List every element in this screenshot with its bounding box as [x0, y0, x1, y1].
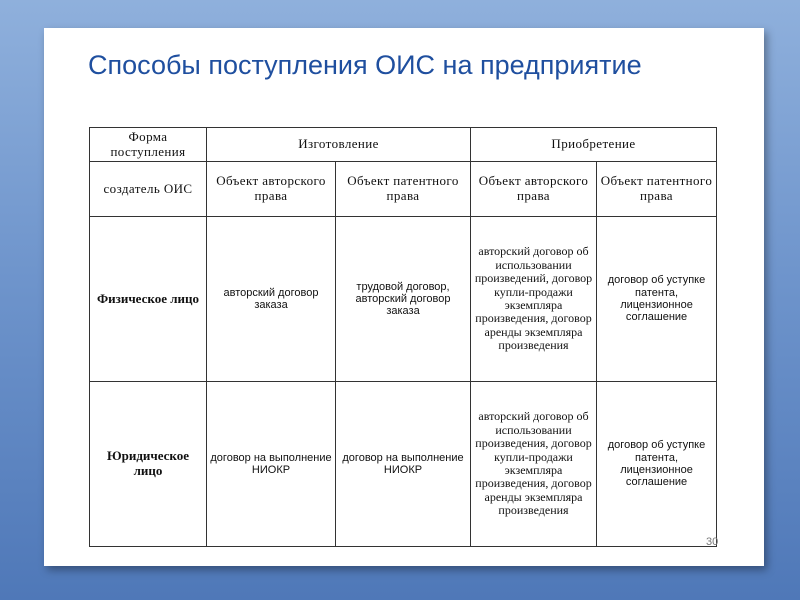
table-row [90, 217, 717, 382]
cell-manuf-copyright: авторский договор заказа [207, 217, 336, 382]
header-manufacturing: Изготовление [207, 128, 471, 162]
table-header-row [90, 128, 717, 162]
slide [44, 28, 764, 566]
cell-acq-patent: договор об уступке патента, лицензионное соглашение [597, 382, 717, 547]
subheader-manuf-patent: Объект патентного права [336, 162, 471, 217]
cell-manuf-copyright: договор на выполнение НИОКР [207, 382, 336, 547]
subheader-manuf-copyright: Объект авторского права [207, 162, 336, 217]
subheader-acq-patent: Объект патентного права [597, 162, 717, 217]
row-label-legal-entity: Юридическое лицо [90, 382, 207, 547]
cell-acq-copyright: авторский договор об использовании произведения, договор купли-продажи экземпляра произведения, договор аренды экземпляра произведения [471, 382, 597, 547]
header-acquisition: Приобретение [471, 128, 717, 162]
subheader-creator: создатель ОИС [90, 162, 207, 217]
acquisition-methods-table [89, 127, 717, 547]
cell-acq-copyright: авторский договор об использовании произведений, договор купли-продажи экземпляра произведения, договор аренды экземпляра произведения [471, 217, 597, 382]
page-number: 30 [706, 536, 719, 548]
table-subheader-row [90, 162, 717, 217]
cell-manuf-patent: договор на выполнение НИОКР [336, 382, 471, 547]
header-form-of-receipt: Форма поступления [90, 128, 207, 162]
row-label-individual: Физическое лицо [90, 217, 207, 382]
cell-manuf-patent: трудовой договор, авторский договор заказа [336, 217, 471, 382]
subheader-acq-copyright: Объект авторского права [471, 162, 597, 217]
cell-acq-patent: договор об уступке патента, лицензионное соглашение [597, 217, 717, 382]
slide-title: Способы поступления ОИС на предприятие [88, 50, 642, 80]
table-row [90, 382, 717, 547]
